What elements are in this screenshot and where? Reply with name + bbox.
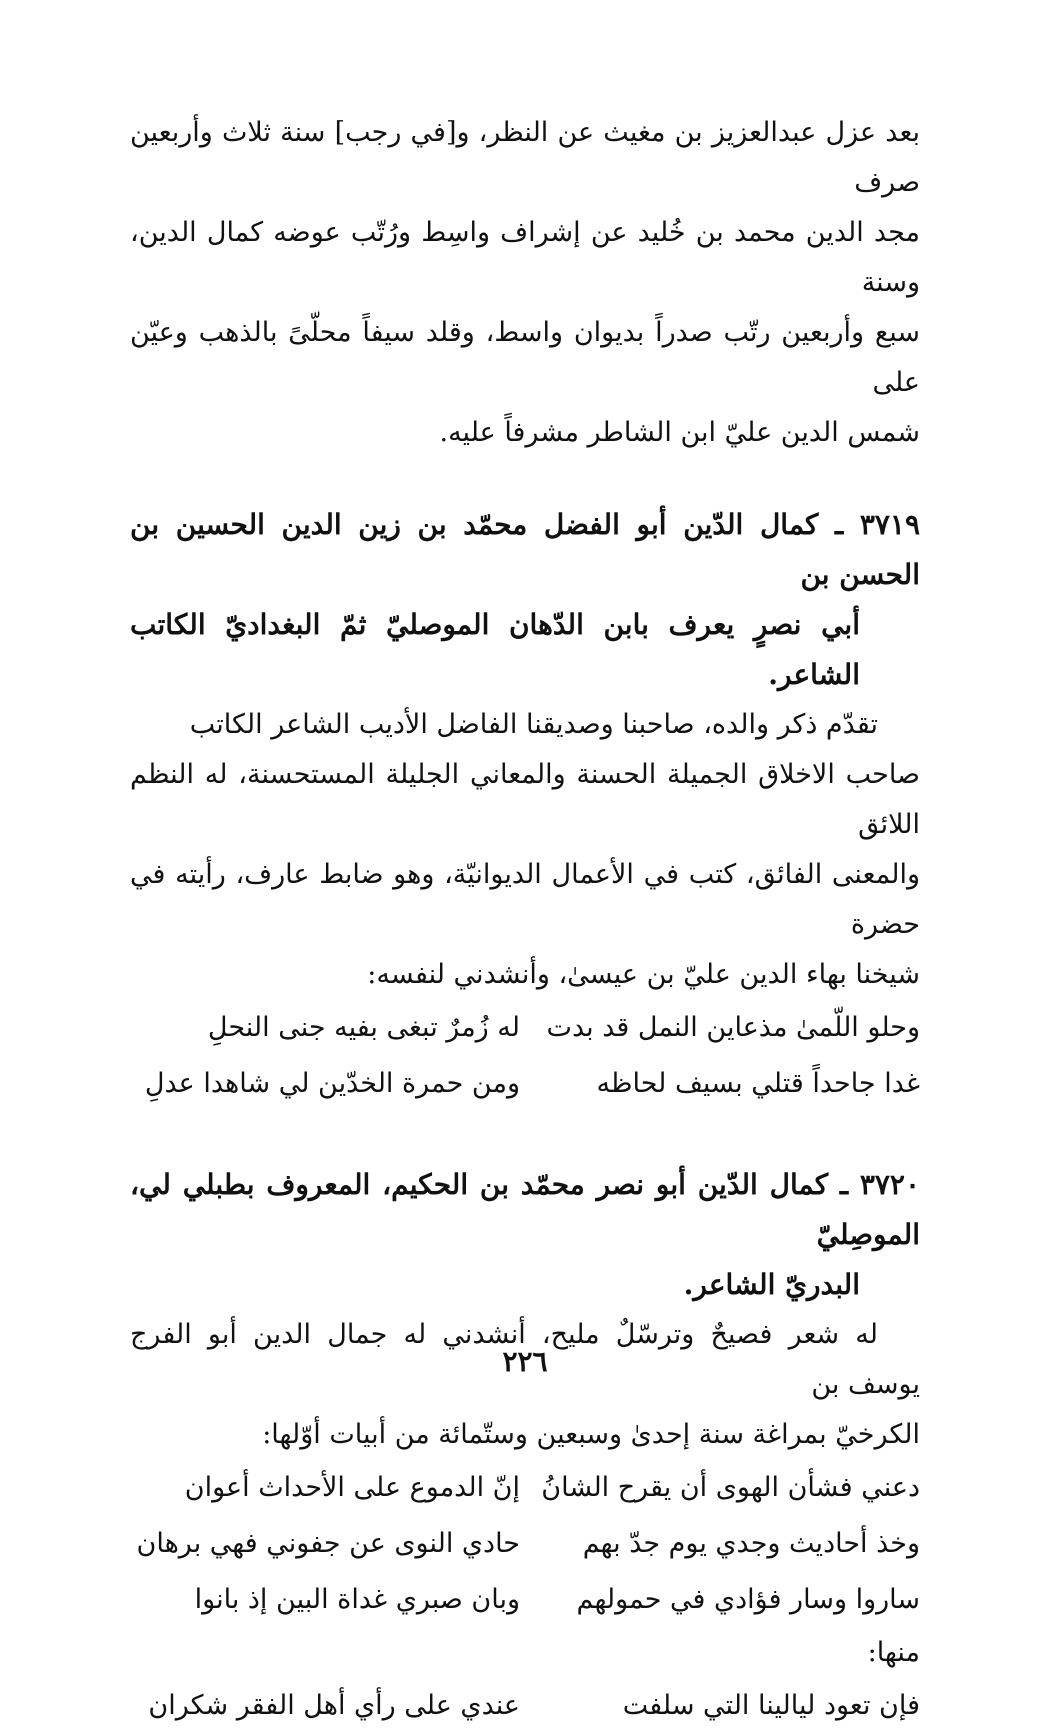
page-content: [130, 108, 920, 1734]
entry-3720-body-line-2: الكرخيّ بمراغة سنة إحدىٰ وسبعين وستّمائة من أبيات أوّلها:: [262, 1419, 920, 1450]
verse-second-hemistich: حادي النوى عن جفوني فهي برهان: [136, 1528, 520, 1559]
verse-first-hemistich: فإن تعود ليالينا التي سلفت: [622, 1690, 920, 1721]
intro-line-1: بعد عزل عبدالعزيز بن مغيث عن النظر، و[في رجب] سنة ثلاث وأربعين صرف: [130, 117, 920, 198]
verse-first-hemistich: وخذ أحاديث وجدي يوم جدّ بهم: [582, 1528, 920, 1559]
verse-second-hemistich: وبان صبري غداة البين إذ بانوا: [194, 1584, 520, 1615]
intro-paragraph: [130, 108, 920, 458]
entry-3720-body-line-1: له شعر فصيحٌ وترسّلٌ مليح، أنشدني له جمال الدين أبو الفرج يوسف بن: [130, 1319, 920, 1400]
entry-3719-body-line-4: شيخنا بهاء الدين عليّ بن عيسىٰ، وأنشدني لنفسه:: [367, 959, 920, 990]
entry-3719-body-line-1: تقدّم ذكر والده، صاحبنا وصديقنا الفاضل الأديب الشاعر الكاتب: [189, 709, 878, 740]
verse-second-hemistich: عندي على رأي أهل الفقر شكران: [148, 1690, 520, 1721]
entry-3720: [130, 1160, 920, 1734]
verse-first-hemistich: دعني فشأن الهوى أن يقرح الشانُ: [541, 1472, 920, 1503]
entry-3720-verse-4: [130, 1678, 920, 1734]
entry-3719-verse-2: [130, 1056, 920, 1112]
section-spacer: [130, 458, 920, 500]
verse-first-hemistich: ساروا وسار فؤادي في حمولهم: [576, 1584, 920, 1615]
entry-3719-body-line-3: والمعنى الفائق، كتب في الأعمال الديوانيّة، وهو ضابط عارف، رأيته في حضرة: [130, 859, 920, 940]
verse-second-hemistich: له زُمرٌ تبغى بفيه جنى النحلِ: [207, 1012, 520, 1043]
entry-3719-heading-line-1: ٣٧١٩ ـ كمال الدّين أبو الفضل محمّد بن زين الدين الحسين بن الحسن بن: [130, 508, 920, 591]
section-spacer: [130, 1112, 920, 1160]
entry-3720-heading-line-1: ٣٧٢٠ ـ كمال الدّين أبو نصر محمّد بن الحكيم، المعروف بطبلي لي، الموصِليّ: [130, 1168, 920, 1251]
entry-3720-heading-line-2: البدريّ الشاعر.: [683, 1268, 860, 1301]
entry-3720-verse-3: [130, 1572, 920, 1628]
verse-first-hemistich: وحلو اللّمىٰ مذعاين النمل قد بدت: [546, 1012, 920, 1043]
page-number: ٢٢٦: [502, 1345, 548, 1378]
entry-3719-heading-line-2: أبي نصرٍ يعرف بابن الدّهان الموصليّ ثمّ البغداديّ الكاتب الشاعر.: [130, 608, 860, 691]
intro-line-4: شمس الدين عليّ ابن الشاطر مشرفاً عليه.: [439, 417, 920, 448]
verse-first-hemistich: غدا جاحداً قتلي بسيف لحاظه: [596, 1068, 920, 1099]
intro-line-3: سبع وأربعين رتّب صدراً بديوان واسط، وقلد سيفاً محلّىً بالذهب وعيّن على: [130, 317, 920, 398]
entry-3720-verse-2: [130, 1516, 920, 1572]
entry-3719: [130, 500, 920, 1112]
verse-second-hemistich: ومن حمرة الخدّين لي شاهدا عدلِ: [144, 1068, 520, 1099]
entry-3719-body-line-2: صاحب الاخلاق الجميلة الحسنة والمعاني الجليلة المستحسنة، له النظم اللائق: [130, 759, 920, 840]
intro-line-2: مجد الدين محمد بن خُليد عن إشراف واسِط ورُتّب عوضه كمال الدين، وسنة: [130, 217, 920, 298]
entry-3719-verse-1: [130, 1000, 920, 1056]
verse-second-hemistich: إنّ الدموع على الأحداث أعوان: [184, 1472, 520, 1503]
minha-label: منها:: [867, 1637, 920, 1668]
entry-3720-verse-1: [130, 1460, 920, 1516]
